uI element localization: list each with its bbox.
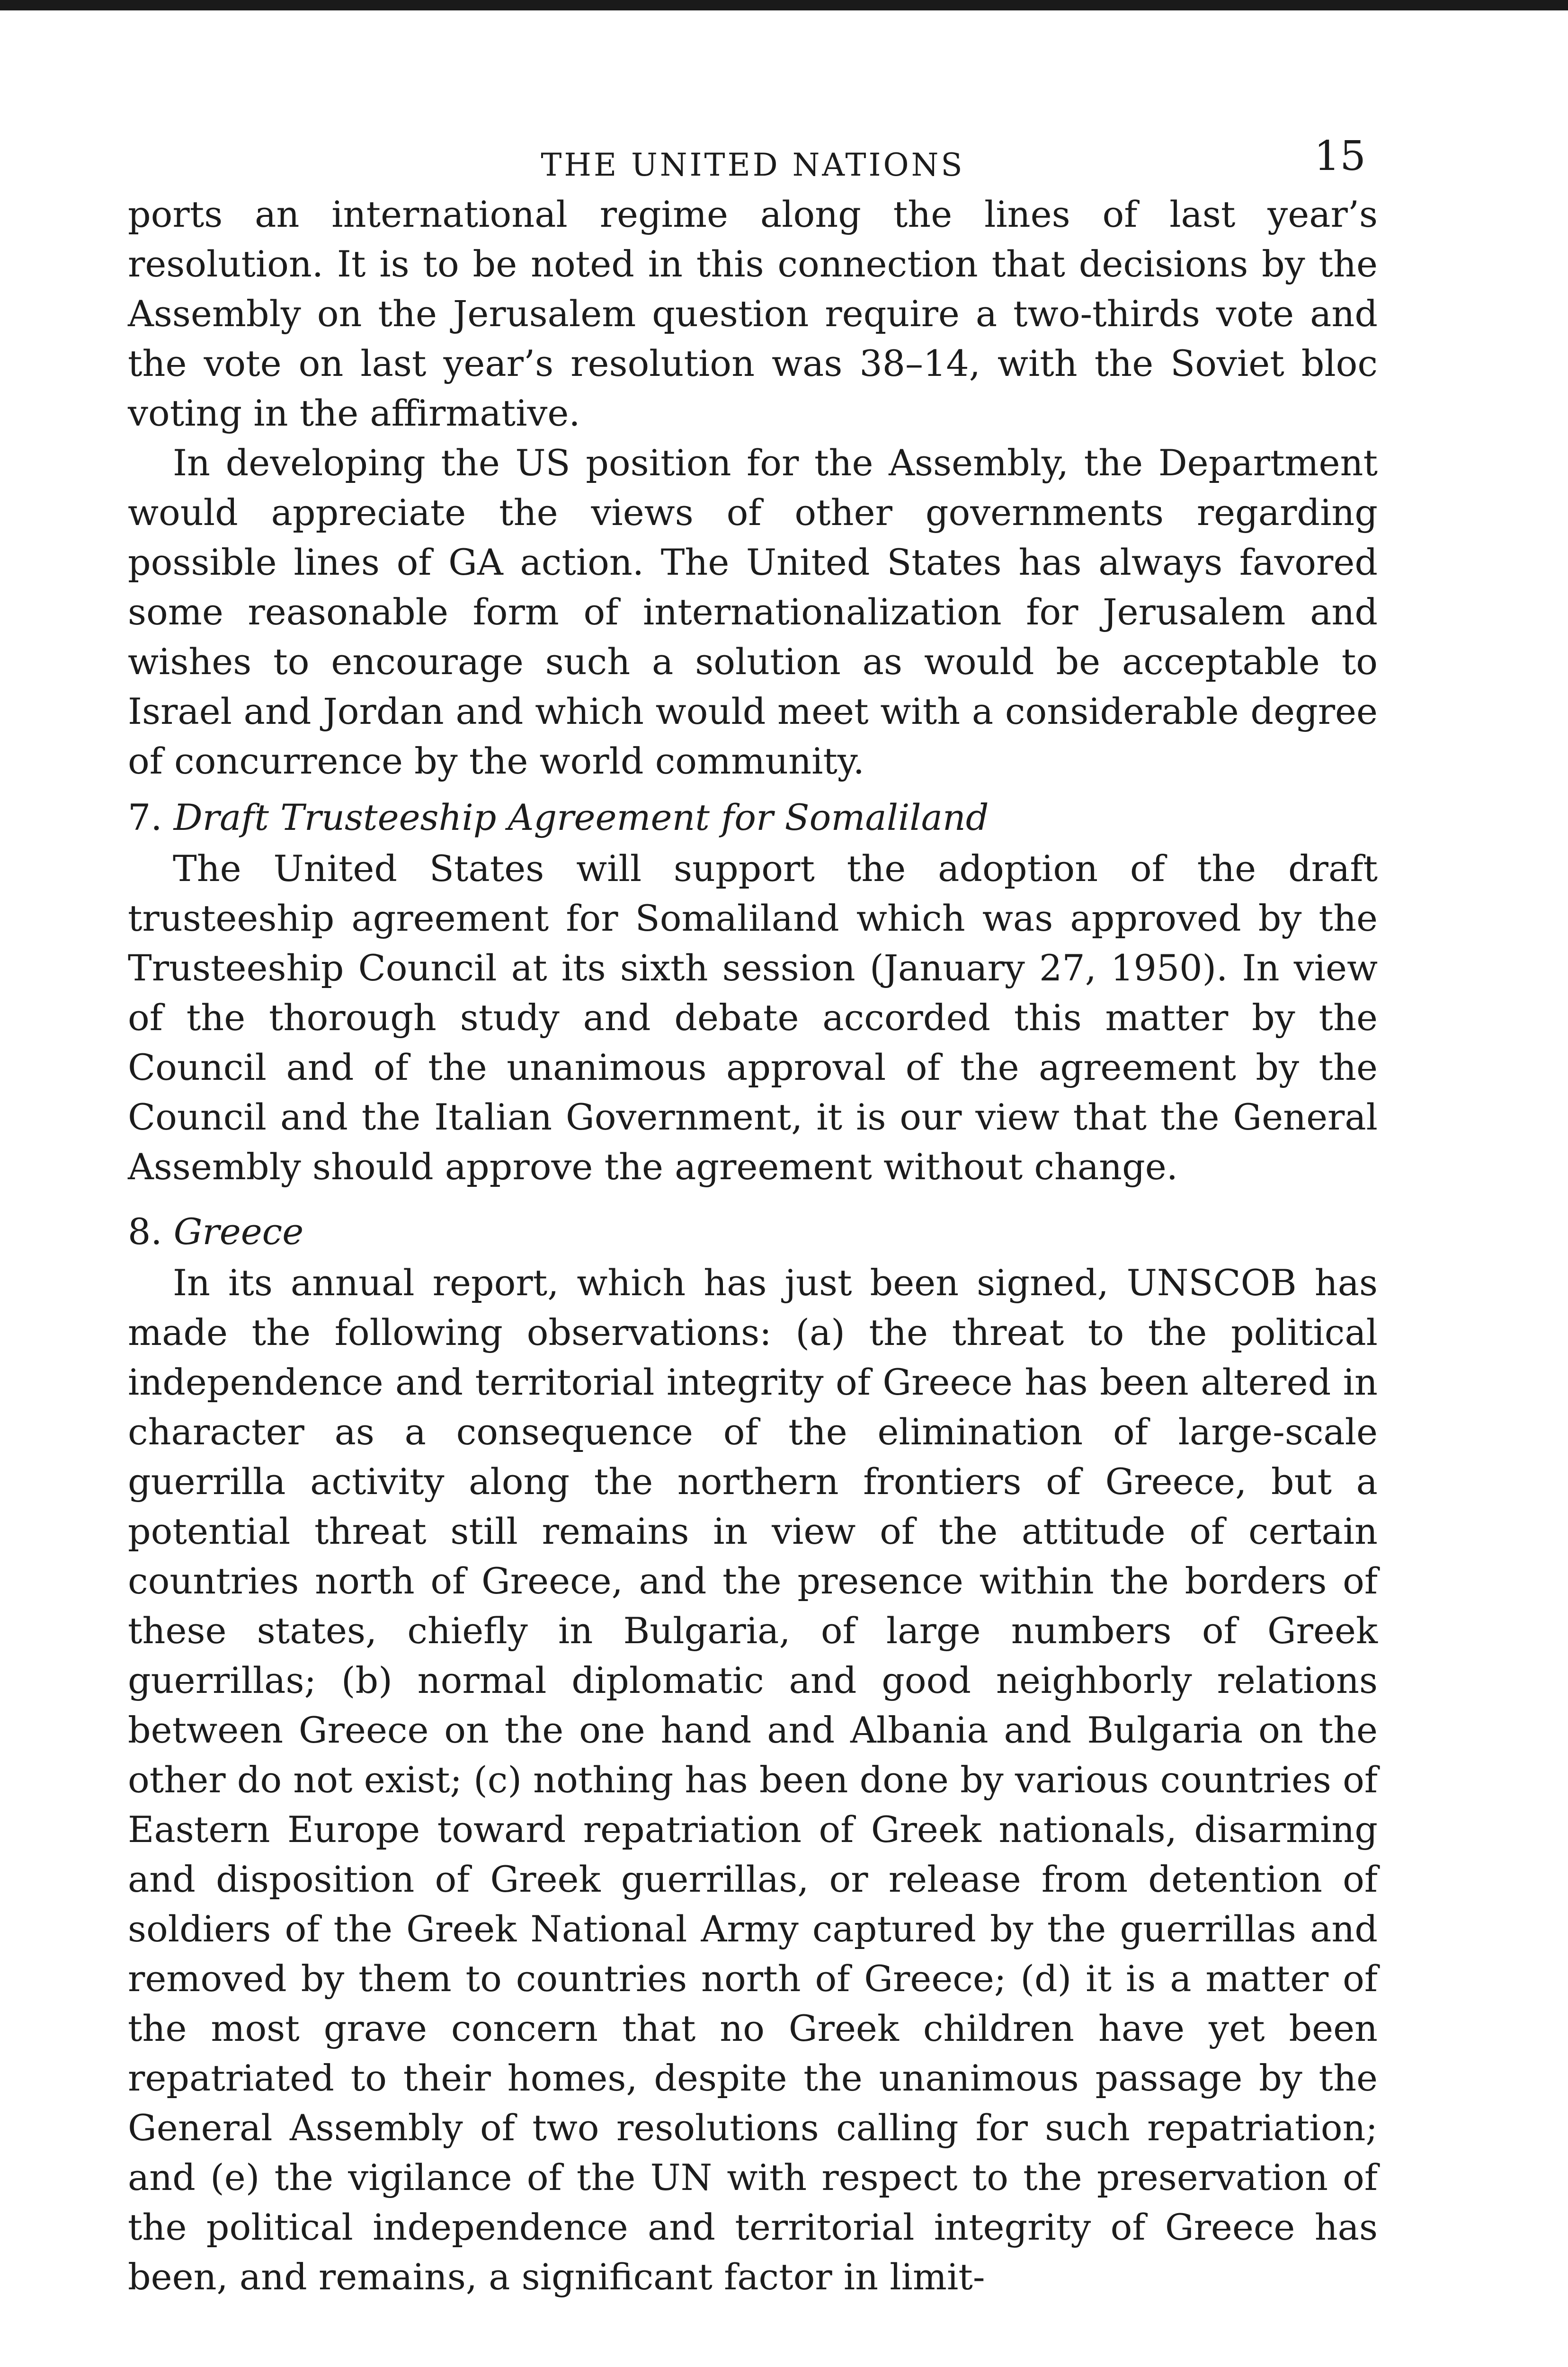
section-number: 7. <box>128 796 162 838</box>
document-page <box>128 118 1378 2302</box>
paragraph-somaliland: The United States will support the adoption of the draft trusteeship agreement for Somaliland which was approved by the Trusteeship Council at its sixth session (January 27, 1950). In view of the thorough study and debate accorded this matter by the Council and of the unanimous approval of the agreement by the Council and the Italian Government, it is our view that the General Assembly should approve the agreement without change. <box>128 847 1378 1188</box>
body-text <box>128 189 1378 2302</box>
running-head <box>128 118 1378 189</box>
section-title: Greece <box>173 1210 304 1253</box>
section-heading-somaliland <box>128 792 1378 844</box>
running-title: THE UNITED NATIONS <box>541 147 965 183</box>
section-number: 8. <box>128 1210 162 1253</box>
section-heading-greece <box>128 1206 1378 1258</box>
section-title: Draft Trusteeship Agreement for Somaliland <box>173 796 989 838</box>
paragraph-greece: In its annual report, which has just been signed, UNSCOB has made the following observations: (a) the threat to the political independence and territorial integrity of Greece has been altered in character as a consequence of the elimination of large-scale guerrilla activity along the northern frontiers of Greece, but a potential threat still remains in view of the attitude of certain countries north of Greece, and the presence within the borders of these states, chiefly in Bulgaria, of large numbers of Greek guerrillas; (b) normal diplomatic and good neighborly relations between Greece on the one hand and Albania and Bulgaria on the other do not exist; (c) nothing has been done by various countries of Eastern Europe toward repatriation of Greek nationals, disarming and disposition of Greek guerrillas, or release from detention of soldiers of the Greek National Army captured by the guerrillas and removed by them to countries north of Greece; (d) it is a matter of the most grave concern that no Greek children have yet been repatriated to their homes, despite the unanimous passage by the General Assembly of two resolutions calling for such repatriation; and (e) the vigilance of the UN with respect to the preservation of the political independence and territorial integrity of Greece has been, and remains, a significant factor in limit- <box>128 1262 1378 2298</box>
top-border-rule <box>0 0 1568 10</box>
paragraph-us-position: In developing the US position for the Assembly, the Department would appreciate the views of other governments regarding possible lines of GA action. The United States has always favored some reasonable form of internationalization for Jerusalem and wishes to encourage such a solution as would be acceptable to Israel and Jordan and which would meet with a considerable degree of concurrence by the world community. <box>128 442 1378 782</box>
paragraph-continuation: ports an international regime along the lines of last year’s resolution. It is to be noted in this connection that decisions by the Assembly on the Jerusalem question require a two-thirds vote and the vote on last year’s resolution was 38–14, with the Soviet bloc voting in the affirmative. <box>128 193 1378 434</box>
page-number: 15 <box>1314 133 1366 180</box>
